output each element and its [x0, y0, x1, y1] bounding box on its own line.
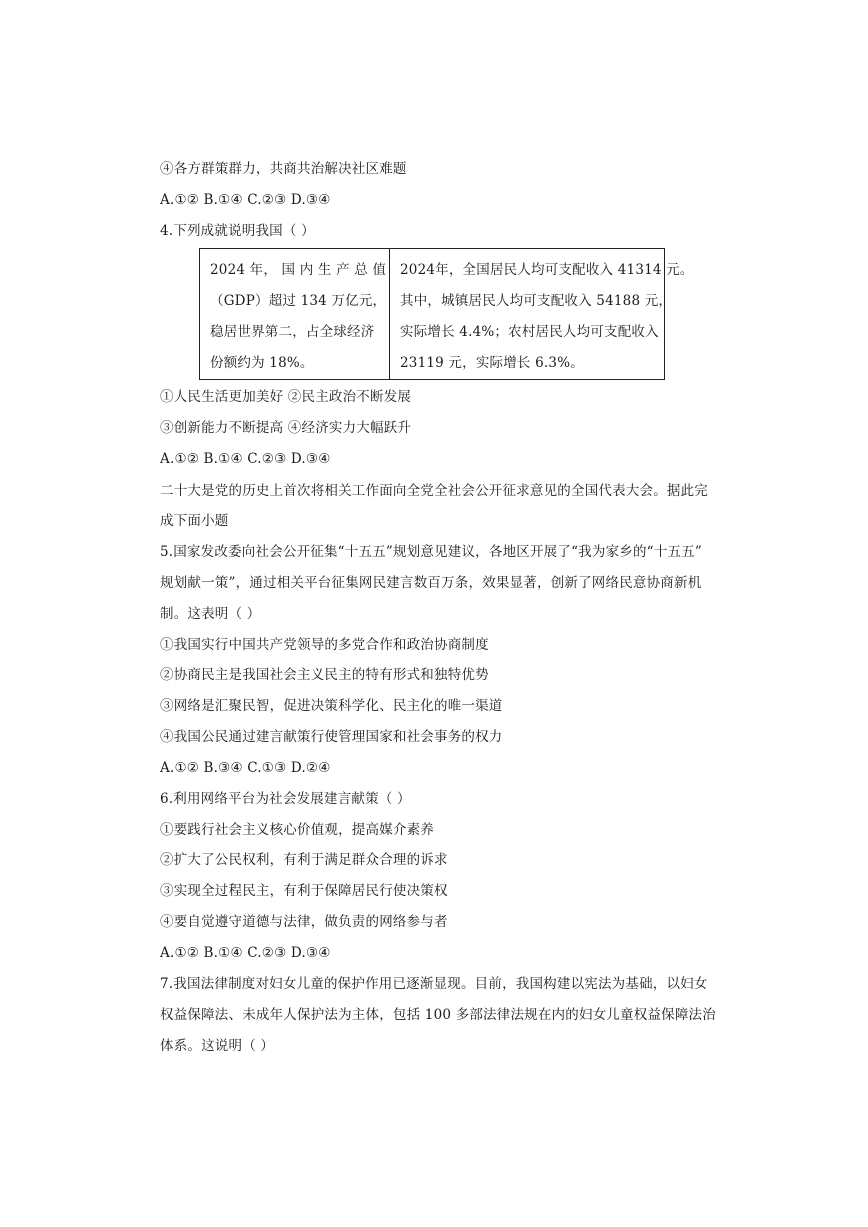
- section-intro-line-1: 二十大是党的历史上首次将相关工作面向全党全社会公开征求意见的全国代表大会。据此完: [160, 483, 708, 499]
- q4-table-left-line: 2024 年， 国 内 生 产 总 值: [210, 262, 387, 278]
- section-intro-line-2: 成下面小题: [160, 513, 229, 529]
- q5-option-1: ①我国实行中国共产党领导的多党合作和政治协商制度: [160, 637, 489, 653]
- q5-option-3: ③网络是汇聚民智，促进决策科学化、民主化的唯一渠道: [160, 698, 503, 714]
- q6-option-2: ②扩大了公民权利，有利于满足群众合理的诉求: [160, 852, 448, 868]
- q4-table-left-line: 稳居世界第二，占全球经济: [210, 324, 375, 340]
- q6-option-4: ④要自觉遵守道德与法律，做负责的网络参与者: [160, 914, 448, 930]
- q4-stem: 4.下列成就说明我国（ ）: [160, 223, 315, 239]
- q3-option-4: ④各方群策群力，共商共治解决社区难题: [160, 161, 407, 177]
- q4-table-right-line: 2024年，全国居民人均可支配收入 41314 元。: [400, 262, 694, 278]
- q4-answer-choices: A.①② B.①④ C.②③ D.③④: [160, 451, 331, 467]
- q4-table-right-line: 23119 元，实际增长 6.3%。: [400, 355, 584, 371]
- q6-stem: 6.利用网络平台为社会发展建言献策（ ）: [160, 791, 411, 807]
- q4-table-right-line: 其中，城镇居民人均可支配收入 54188 元，: [400, 293, 673, 309]
- q6-answer-choices: A.①② B.①④ C.②③ D.③④: [160, 945, 331, 961]
- q6-option-3: ③实现全过程民主，有利于保障居民行使决策权: [160, 883, 448, 899]
- q7-stem-line-2: 权益保障法、未成年人保护法为主体，包括 100 多部法律法规在内的妇女儿童权益保障法治: [160, 1007, 716, 1023]
- q4-data-table: [199, 248, 694, 380]
- q3-answer-choices: A.①② B.①④ C.②③ D.③④: [160, 192, 331, 208]
- q4-table-gdp-cell: [200, 249, 390, 379]
- q4-table-left-line: （GDP）超过 134 万亿元，: [210, 293, 387, 309]
- q4-table-income-cell: [390, 249, 702, 379]
- q5-option-4: ④我国公民通过建言献策行使管理国家和社会事务的权力: [160, 729, 503, 745]
- q4-options-1-2: ①人民生活更加美好 ②民主政治不断发展: [160, 389, 412, 405]
- q7-stem-line-3: 体系。这说明（ ）: [160, 1038, 275, 1054]
- q5-stem-line-2: 规划献一策”，通过相关平台征集网民建言数百万条，效果显著，创新了网络民意协商新机: [160, 575, 702, 591]
- q5-answer-choices: A.①② B.③④ C.①③ D.②④: [160, 760, 331, 776]
- q5-option-2: ②协商民主是我国社会主义民主的特有形式和独特优势: [160, 667, 489, 683]
- q4-table-left-line: 份额约为 18%。: [210, 355, 314, 371]
- q4-table-right-line: 实际增长 4.4%；农村居民人均可支配收入: [400, 324, 659, 340]
- q5-stem-line-1: 5.国家发改委向社会公开征集“十五五”规划意见建议，各地区开展了“我为家乡的“十五五”: [160, 544, 702, 560]
- q7-stem-line-1: 7.我国法律制度对妇女儿童的保护作用已逐渐显现。目前，我国构建以宪法为基础，以妇女: [160, 976, 708, 992]
- q6-option-1: ①要践行社会主义核心价值观，提高媒介素养: [160, 822, 434, 838]
- q5-stem-line-3: 制。这表明（ ）: [160, 606, 261, 622]
- q4-options-3-4: ③创新能力不断提高 ④经济实力大幅跃升: [160, 420, 412, 436]
